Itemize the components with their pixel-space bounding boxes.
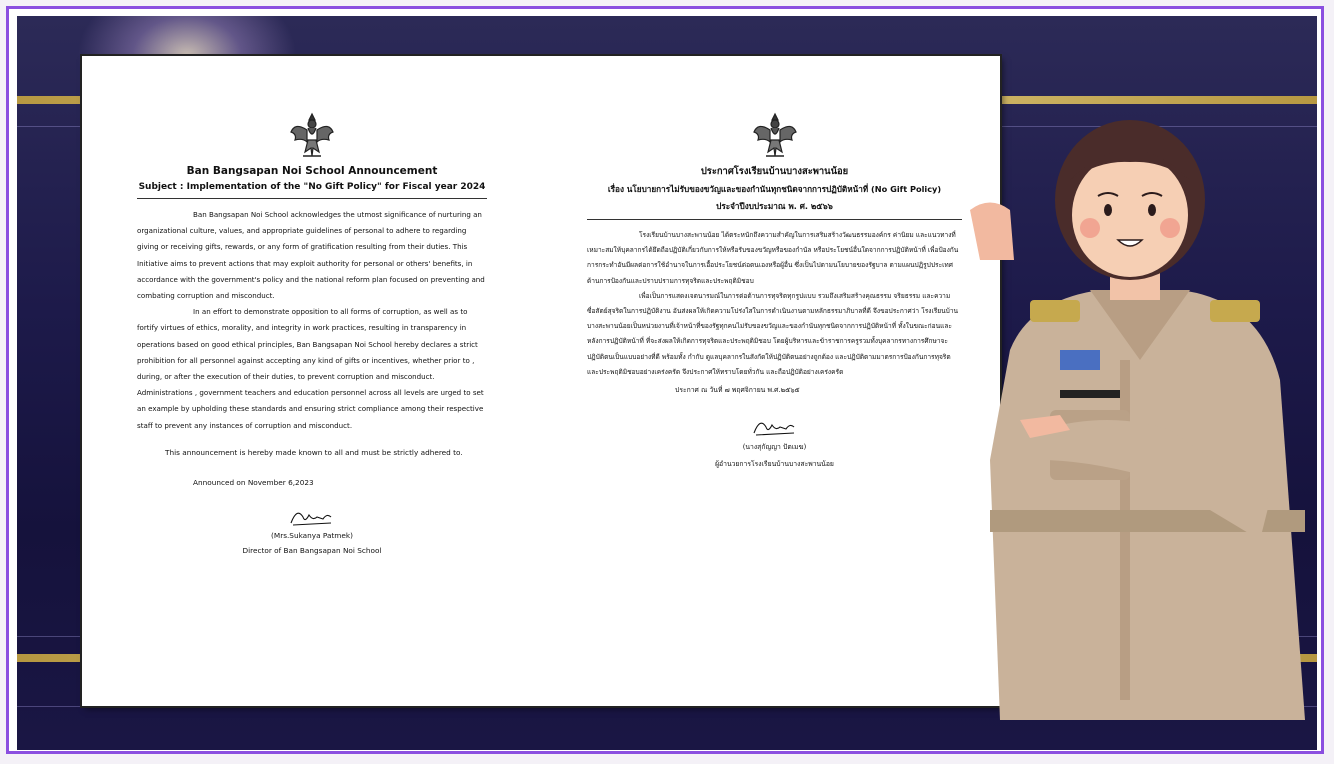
body-paragraph-1: Ban Bangsapan Noi School acknowledges the utmost significance of nurturing an organizational culture, values, and appropriate guidelines of personal to adhere to regarding giving or receiving gifts, rewards, or any form of gratification resulting from their duties. This Initiative aims to prevent actions that may exploit authority for personal or others' benefits, in accordance with the government's policy and the national reform plan focused on preventing and combating corruption and misconduct. (137, 210, 485, 301)
announcement-subject: Subject : Implementation of the "No Gift Policy" for Fiscal year 2024 (138, 182, 486, 192)
thai-paragraph-2: เพื่อเป็นการแสดงเจตนารมณ์ในการต่อต้านการทุจริตทุกรูปแบบ รวมถึงเสริมสร้างคุณธรรม จริยธรรม และความซื่อสัตย์สุจริตในการปฏิบัติงาน อันส่งผลให้เกิดความโปร่งใสในการดำเนินงานตามหลักธรรมาภิบาลที่ดี จึงขอประกาศว่า โรงเรียนบ้านบางสะพานน้อยเป็นหน่วยงานที่เจ้าหน้าที่ของรัฐทุกคนไม่รับของขวัญและของกำนันทุกชนิดจากการปฏิบัติหน้าที่ ทั้งในขณะก่อนและหลังการปฏิบัติหน้าที่ ที่จะส่งผลให้เกิดการทุจริตและประพฤติมิชอบ โดยผู้บริหารและข้าราชการครูรวมทั้งบุคลากรทางการศึกษาจะปฏิบัติตนเป็นแบบอย่างที่ดี พร้อมทั้ง กำกับ ดูแลบุคลากรในสังกัดให้ปฏิบัติตนอย่างถูกต้อง และปฏิบัติตามมาตรการป้องกันการทุจริตและประพฤติมิชอบอย่างเคร่งครัด จึงประกาศให้ทราบโดยทั่วกัน และถือปฏิบัติอย่างเคร่งครัด (587, 291, 959, 376)
teacher-illustration (970, 100, 1305, 720)
announcement-date-thai: ประกาศ ณ วันที่ ๗ พฤศจิกายน พ.ศ.๒๕๖๕ (675, 386, 800, 395)
divider (137, 198, 487, 199)
thai-announcement (587, 110, 962, 469)
signer-position-thai: ผู้อำนวยการโรงเรียนบ้านบางสะพานน้อย (715, 460, 834, 469)
closing-statement: This announcement is hereby made known to all and must be strictly adhered to. (165, 447, 463, 457)
signer-name: (Mrs.Sukanya Patmek) (271, 530, 353, 540)
fiscal-year-thai: ประจำปีงบประมาณ พ. ศ. ๒๕๖๖ (716, 201, 833, 211)
announcement-title: Ban Bangsapan Noi School Announcement (186, 165, 438, 177)
garuda-emblem-icon (289, 110, 335, 160)
signature-icon (287, 503, 337, 529)
thai-paragraph-1: โรงเรียนบ้านบางสะพานน้อย ได้ตระหนักถึงความสำคัญในการเสริมสร้างวัฒนธรรมองค์กร ค่านิยม และแนวทางที่เหมาะสมให้บุคลากรได้ยึดถือปฏิบัติเกี่ยวกับการให้หรือรับของขวัญหรือของกำนัล หรือประโยชน์อื่นใดจากการปฏิบัติหน้าที่ เพื่อป้องกันการกระทำอันมีผลต่อการใช้อำนาจในการเอื้อประโยชน์ต่อตนเองหรือผู้อื่น ซึ่งเป็นไปตามนโยบายของรัฐบาล ตามแผนปฏิรูปประเทศด้านการป้องกันและปราบปรามการทุจริตและประพฤติมิชอบ (587, 231, 959, 285)
announcement-subject-thai: เรื่อง นโยบายการไม่รับของขวัญและของกำนันทุกชนิดจากการปฏิบัติหน้าที่ (No Gift Policy) (607, 184, 942, 194)
divider (587, 219, 962, 220)
announcement-date: Announced on November 6,2023 (193, 477, 314, 487)
garuda-emblem-icon (752, 110, 798, 160)
signer-name-thai: (นางสุกัญญา ปัตเมฆ) (742, 443, 807, 452)
english-announcement (137, 110, 487, 555)
signature-icon (750, 413, 800, 439)
body-paragraph-2: In an effort to demonstrate opposition to all forms of corruption, as well as to fortify virtues of ethics, morality, and integrity in work practices, resulting in transparency in operations based on good ethical principles, Ban Bangsapan Noi School hereby declares a strict prohibition for all personnel against accepting any kind of gifts or incentives, whether prior to , during, or after the execution of their duties, to prevent corruption and misconduct. Administrations , government teachers and education personnel across all levels are urged to set an example by upholding these standards and ensuring strict compliance among their respective staff to prevent any instances of corruption and misconduct. (137, 307, 484, 430)
signer-position: Director of Ban Bangsapan Noi School (242, 545, 382, 555)
announcement-title-thai: ประกาศโรงเรียนบ้านบางสะพานน้อย (700, 166, 849, 177)
